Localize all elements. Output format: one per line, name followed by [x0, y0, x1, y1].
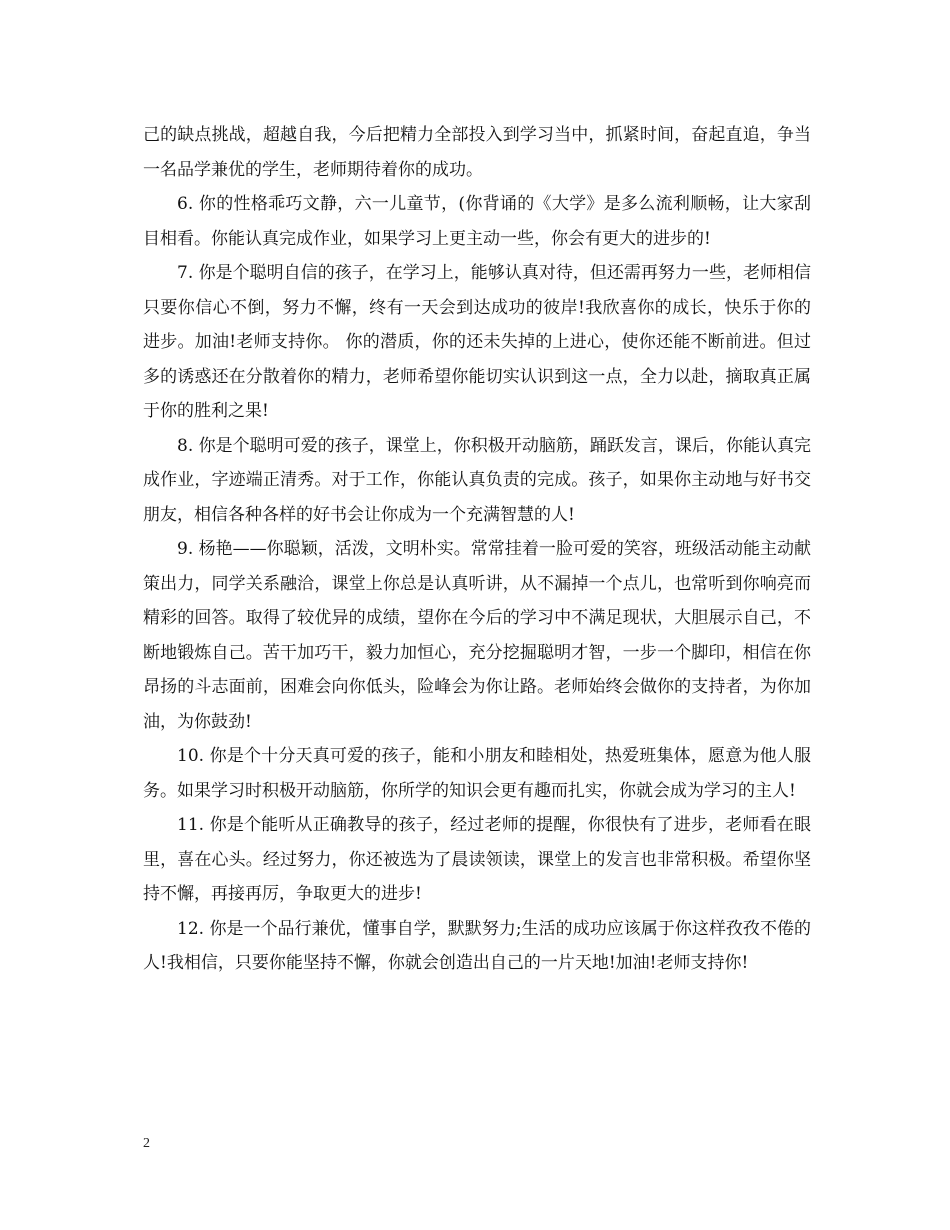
- page-number: 2: [143, 1136, 150, 1151]
- document-body: [143, 118, 811, 981]
- paragraph-item-9: 9. 杨艳——你聪颖，活泼，文明朴实。常常挂着一脸可爱的笑容，班级活动能主动献策出力，同学关系融洽，课堂上你总是认真听讲，从不漏掉一个点儿，也常听到你响亮而精彩的回答。取得了较优异的成绩，望你在今后的学习中不满足现状，大胆展示自己，不断地锻炼自己。苦干加巧干，毅力加恒心，充分挖掘聪明才智，一步一个脚印，相信在你昂扬的斗志面前，困难会向你低头，险峰会为你让路。老师始终会做你的支持者，为你加油，为你鼓劲!: [143, 539, 811, 732]
- paragraph-continuation: 己的缺点挑战，超越自我，今后把精力全部投入到学习当中，抓紧时间，奋起直追，争当一名品学兼优的学生，老师期待着你的成功。: [143, 125, 811, 180]
- paragraph-item-10: 10. 你是个十分天真可爱的孩子，能和小朋友和睦相处，热爱班集体，愿意为他人服务。如果学习时积极开动脑筋，你所学的知识会更有趣而扎实，你就会成为学习的主人!: [143, 746, 811, 801]
- paragraph-item-8: 8. 你是个聪明可爱的孩子，课堂上，你积极开动脑筋，踊跃发言，课后，你能认真完成作业，字迹端正清秀。对于工作，你能认真负责的完成。孩子，如果你主动地与好书交朋友，相信各种各样的好书会让你成为一个充满智慧的人!: [143, 435, 811, 525]
- paragraph-item-7: 7. 你是个聪明自信的孩子，在学习上，能够认真对待，但还需再努力一些，老师相信只要你信心不倒，努力不懈，终有一天会到达成功的彼岸!我欣喜你的成长，快乐于你的进步。加油!老师支持你。 你的潜质，你的还未失掉的上进心，使你还能不断前进。但过多的诱惑还在分散着你的精力，老师希望你能切实认识到这一点，全力以赴，摘取真正属于你的胜利之果!: [143, 263, 811, 421]
- paragraph-item-12: 12. 你是一个品行兼优，懂事自学，默默努力;生活的成功应该属于你这样孜孜不倦的人!我相信，只要你能坚持不懈，你就会创造出自己的一片天地!加油!老师支持你!: [143, 918, 811, 973]
- paragraph-item-11: 11. 你是个能听从正确教导的孩子，经过老师的提醒，你很快有了进步，老师看在眼里，喜在心头。经过努力，你还被选为了晨读领读，课堂上的发言也非常积极。希望你坚持不懈，再接再厉，争取更大的进步!: [143, 815, 811, 904]
- paragraph-item-6: 6. 你的性格乖巧文静，六一儿童节，(你背诵的《大学》是多么流利顺畅，让大家刮目相看。你能认真完成作业，如果学习上更主动一些，你会有更大的进步的!: [143, 194, 811, 249]
